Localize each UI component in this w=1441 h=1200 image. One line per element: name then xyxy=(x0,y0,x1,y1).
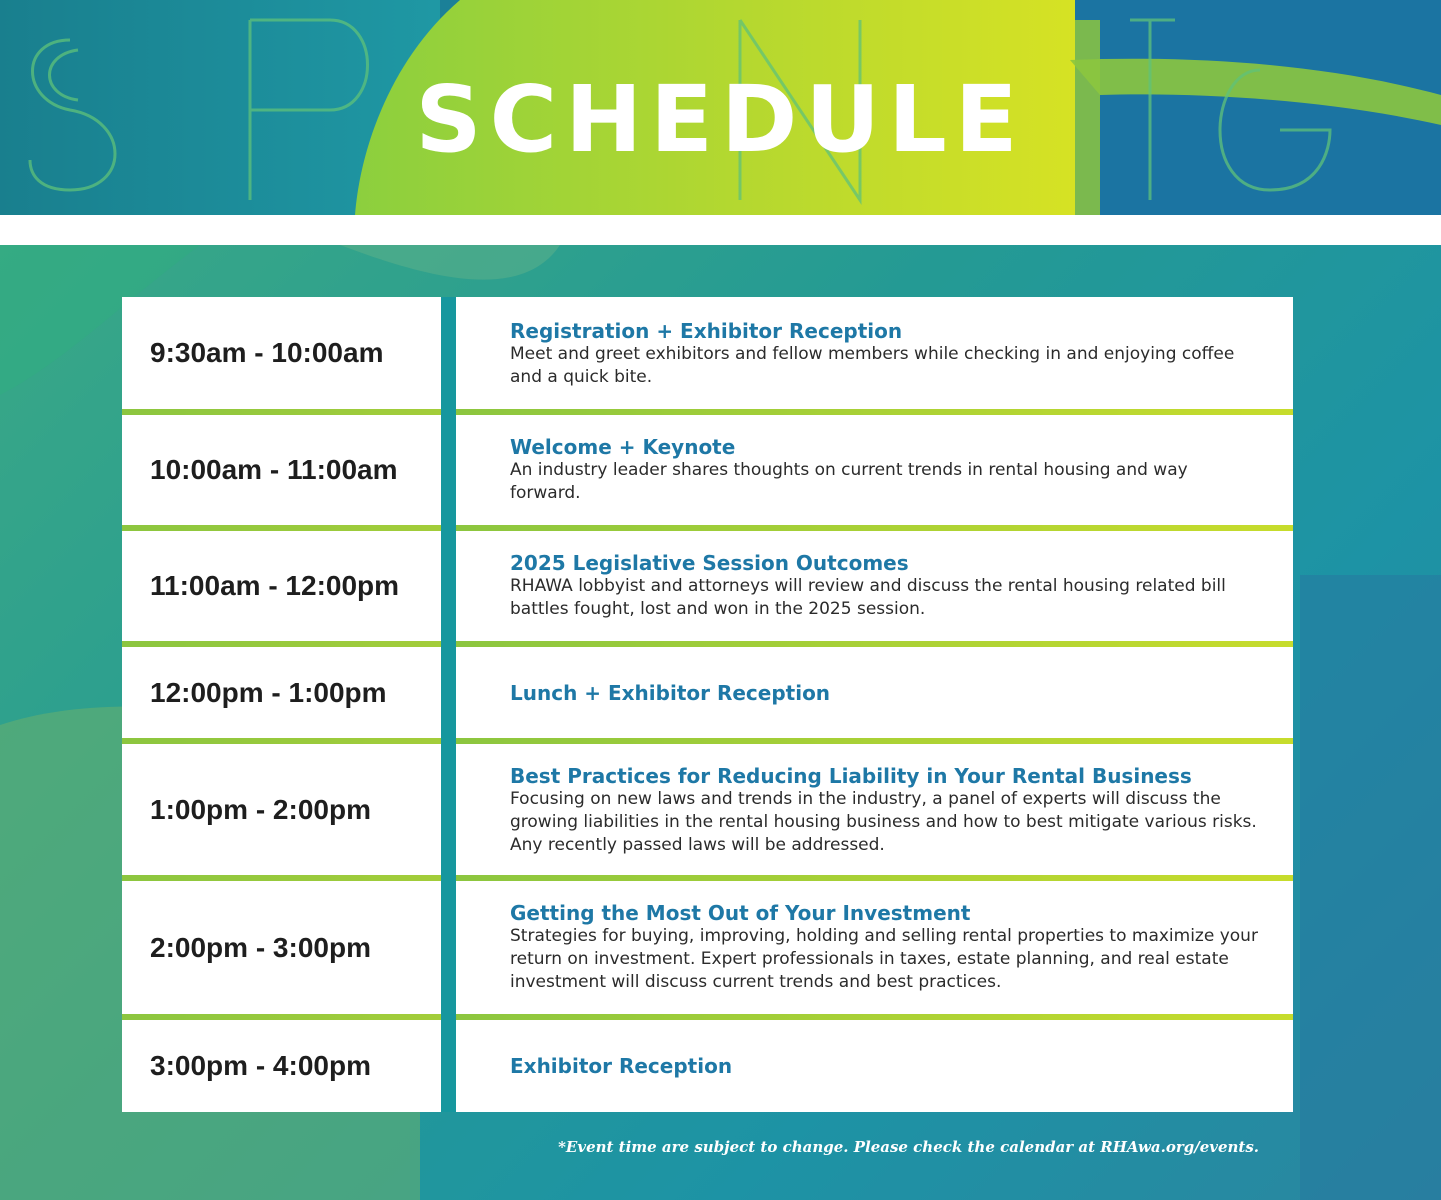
schedule-row xyxy=(122,744,1293,875)
schedule-row xyxy=(122,881,1293,1014)
event-title: Exhibitor Reception xyxy=(510,1054,733,1078)
time-cell xyxy=(122,415,441,525)
event-title: Registration + Exhibitor Reception xyxy=(510,319,903,343)
column-gap xyxy=(441,881,456,1014)
event-title: Welcome + Keynote xyxy=(510,435,736,459)
column-gap xyxy=(441,744,456,875)
time-label: 10:00am - 11:00am xyxy=(150,454,398,485)
time-cell xyxy=(122,647,441,738)
column-gap xyxy=(441,647,456,738)
event-description: RHAWA lobbyist and attorneys will review and discuss the rental housing related bill battles fought, lost and won in the 2025 session. xyxy=(510,576,1226,619)
time-cell xyxy=(122,1020,441,1112)
event-cell xyxy=(456,531,1293,641)
event-cell xyxy=(456,744,1293,875)
schedule-row xyxy=(122,415,1293,525)
schedule-table xyxy=(122,297,1293,1112)
time-cell xyxy=(122,881,441,1014)
event-cell xyxy=(456,297,1293,409)
time-label: 11:00am - 12:00pm xyxy=(150,570,400,601)
column-gap xyxy=(441,415,456,525)
event-cell xyxy=(456,881,1293,1014)
event-title: Best Practices for Reducing Liability in Your Rental Business xyxy=(510,764,1192,788)
event-title: Getting the Most Out of Your Investment xyxy=(510,901,971,925)
schedule-row xyxy=(122,297,1293,409)
schedule-row xyxy=(122,1020,1293,1112)
header-banner xyxy=(0,0,1441,215)
time-cell xyxy=(122,744,441,875)
footnote: *Event time are subject to change. Please check the calendar at RHAwa.org/events. xyxy=(558,1138,1259,1156)
schedule-row xyxy=(122,531,1293,641)
time-cell xyxy=(122,531,441,641)
event-cell xyxy=(456,1020,1293,1112)
event-cell xyxy=(456,647,1293,738)
event-description: An industry leader shares thoughts on current trends in rental housing and way forward. xyxy=(510,460,1188,503)
time-label: 9:30am - 10:00am xyxy=(150,337,384,368)
page-title: SCHEDULE xyxy=(415,66,1026,173)
schedule-row xyxy=(122,647,1293,738)
event-description: Meet and greet exhibitors and fellow members while checking in and enjoying coffee and a quick bite. xyxy=(510,344,1235,387)
time-label: 1:00pm - 2:00pm xyxy=(150,793,371,825)
column-gap xyxy=(441,1020,456,1112)
time-cell xyxy=(122,297,441,409)
column-gap xyxy=(441,531,456,641)
event-description: Focusing on new laws and trends in the industry, a panel of experts will discuss the growing liabilities in the rental housing business and how to best mitigate various risks. Any recently passed laws will be addressed. xyxy=(510,789,1257,855)
event-cell xyxy=(456,415,1293,525)
time-label: 2:00pm - 3:00pm xyxy=(150,931,371,963)
time-label: 3:00pm - 4:00pm xyxy=(150,1050,371,1081)
event-title: Lunch + Exhibitor Reception xyxy=(510,680,831,705)
event-description: Strategies for buying, improving, holding and selling rental properties to maximize your return on investment. Expert professionals in taxes, estate planning, and real estate investment will discuss current trends and best practices. xyxy=(510,926,1258,992)
column-gap xyxy=(441,297,456,409)
event-title: 2025 Legislative Session Outcomes xyxy=(510,551,909,575)
time-label: 12:00pm - 1:00pm xyxy=(150,676,387,708)
